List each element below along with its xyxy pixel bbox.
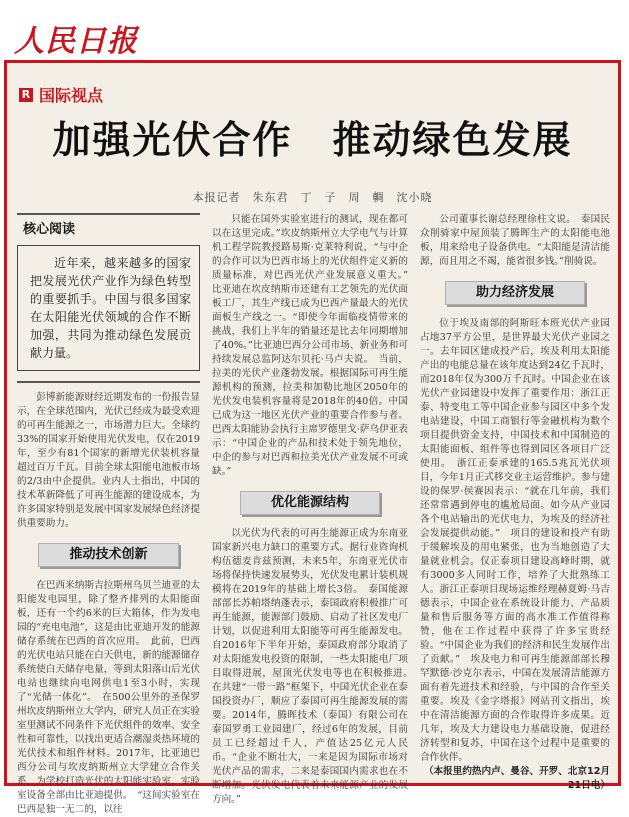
section-heading-2 [212, 491, 408, 515]
core-reading-box [17, 213, 200, 383]
article-byline: 本报记者 朱东君 丁 子 周 輖 沈小晓 [192, 191, 433, 204]
text-column-2 [212, 213, 418, 807]
article-frame [4, 60, 621, 815]
column-2-body-1: 只能在国外实验室进行的测试，现在都可以在这里完成。”坎皮纳斯州立大学电气与计算机工程学院教授路易斯·克莱特利说，“与中企的合作可以为巴西市场上的光伏组件定义新的质量标准，对巴西光伏产业发展意义重大。” 比亚迪在坎皮纳斯市还建有工艺领先的光伏面板工厂，其生产线已成为巴西产量最大的光伏面板生产线之一。“即使今年面临疫情带来的挑战，我们上半年的销量还是比去年同期增加了40%。”比亚迪巴西分公司市场、新业务和可持续发展总监阿达尔贝托·马卢夫说。 当前，拉美的光伏产业蓬勃发展。根据国际可再生能源机构的预测，拉美和加勒比地区2050年的光伏发电装机容量将是2018年的40倍。中国已成为这一地区光伏产业的重要合作参与者。巴西太阳能协会执行主席罗德里戈·萨乌伊亚表示：“中国企业的产品和技术处于领先地位，中企的参与对巴西和拉美光伏产业发展不可或缺。” [212, 214, 418, 477]
intro-paragraph: 彭博新能源财经近期发布的一份报告显示，在全球范围内，光伏已经成为最受欢迎的可再生能源之一，市场潜力巨大。全球约33%的国家开始使用光伏发电，仅在2019年，至少有81个国家的新增光伏装机容量超过百万千瓦。目前全球太阳能电池板市场的2/3由中企提供。业内人士指出，中国的技术革新降低了可再生能源的建设成本，为许多国家特别是发展中国家发展绿色经济提供重要助力。 [17, 392, 200, 529]
column-3-body-2: 位于埃及南部的阿斯旺本班光伏产业园占地37平方公里，是世界最大光伏产业园之一。去年园区建成投产后，埃及利用太阳能产出的电能总量在该年度达到24亿千瓦时，而2018年仅为300万千瓦时。中国企业在该光伏产业园建设中发挥了重要作用：浙江正泰、特变电工等中国企业参与园区中多个发电站建设，中国工商银行等金融机构为数个项目提供资金支持，中国技术和中国制造的太阳能面板、组件等也得到园区各项目广泛使用。 浙江正泰承建的165.5兆瓦光伏项目，今年1月正式移交业主运营维护。参与建设的保罗·侯赛因表示：“就在几年前，我们还常常遇到停电的尴尬局面。如今从产业园各个电站输出的光伏电力，为埃及的经济社会发展提供动能。” 项目的建设和投产有助于缓解埃及的用电紧张，也为当地创造了大量就业机会。仅正泰项目建设高峰时期，就有3000多人同时工作，培养了大批熟练工人。浙江正泰项目现场运维经理赫夏姆·马吉德表示，中国企业在系统设计能力、产品质量和售后服务等方面的高水准工作值得称赞，他在工作过程中获得了许多宝贵经验。“中国企业为我们的经济和民生发展作出了贡献。” 埃及电力和可再生能源部部长穆罕默德·沙克尔表示，中国在发展清洁能源方面有着先进技术和经验，与中国的合作至关重要。埃及《金字塔报》网站刊文指出，埃中在清洁能源方面的合作取得许多成果。近几年，埃及大力建设电力基础设施，促进经济转型和复苏，中国在这个过程中是重要的合作伙伴。 [420, 318, 610, 763]
text-column-1 [17, 213, 200, 817]
section-heading-3 [420, 281, 610, 305]
section-title-energy: 优化能源结构 [240, 491, 380, 515]
section-heading-1 [17, 543, 200, 567]
column-2-body-2: 以光伏为代表的可再生能源正成为东南亚国家新兴电力缺口的重要方式。据行业咨询机构伍德麦肯兹预测，未来5年，东南亚光伏市场将保持快速发展势头，光伏发电累计装机规模将在2019年的基础上增长3倍。 泰国能源部部长苏帕塔纳蓬表示，泰国政府积极推广可再生能源，能源部门鼓励、启动了社区发电厂计划，以促进利用太阳能等可再生能源发电。自2016年下半年开始，泰国政府部分取消了对太阳能发电投资的限制，一些太阳能电厂项目取得进展，屋顶光伏发电等也在积极推进。 在共建“一带一路”框架下，中国光伏企业在泰国投资办厂，顺应了泰国可再生能源发展的需要。2014年，腾晖技术（泰国）有限公司在泰国罗勇工业园建厂，经过6年的发展，目前员工已经超过千人，产值达25亿元人民币。“企业不断壮大，一来是因为国际市场对光伏产品的需求，二来是泰国国内需求也在不断增加。光伏发电代表着未来能源产业的发展方向。” [212, 528, 418, 805]
column-3-body-1: 公司董事长谢总经理徐柱文说。 泰国民众削骑家中屋顶装了腾晖生产的太阳能电池板，用来给电子设备供电。“太阳能是清洁能源，而且用之不竭，能省很多钱。”削骑说。 [420, 214, 610, 267]
section-title-tech: 推动技术创新 [38, 543, 178, 567]
masthead-logo: 人民日报 [14, 24, 138, 59]
dateline: （本报里约热内卢、曼谷、开罗、北京12月21日电） [423, 766, 610, 791]
text-column-3 [420, 213, 610, 793]
section-title-economy: 助力经济发展 [445, 281, 585, 305]
core-reading-label: 核心阅读 [23, 222, 76, 237]
core-reading-text-box [17, 245, 200, 371]
column-tag [19, 83, 103, 106]
article-headline: 加强光伏合作 推动绿色发展 [52, 118, 573, 162]
column-label: 国际视点 [39, 86, 104, 105]
core-reading-text: 近年来，越来越多的国家把发展光伏产业作为绿色转型的重要抓手。中国与很多国家在太阳能光伏领域的合作不断加强，共同为推动绿色发展贡献力量。 [30, 256, 191, 360]
column-1-body: 在巴西米纳斯吉拉斯州乌贝兰迪亚的太阳能发电园里，除了整齐排列的太阳能面板，还有一个约6米的巨大箱体，作为发电园的“充电电池”，这是由比亚迪开发的能源储存系统在巴西的首次应用。 此前，巴西的光伏电站只能在白天供电，新的能源储存系统使白天储存电量，等到太阳落山后光伏电站也继续向电网供电1至3小时，实现了“光储一体化”。 在500公里外的圣保罗州坎皮纳斯州立大学内，研究人员正在实验室里测试不同条件下光伏组件的效率、安全性和可靠性，以找出更适合潮湿炎热环境的光伏技术和组件材料。2017年，比亚迪巴西分公司与坎皮纳斯州立大学建立合作关系，为学校打造光伏的太阳能实验室，实验室设备全部由比亚迪提供。 “这间实验室在巴西是独一无二的，以往 [17, 580, 200, 815]
column-r-icon: R [19, 88, 33, 102]
